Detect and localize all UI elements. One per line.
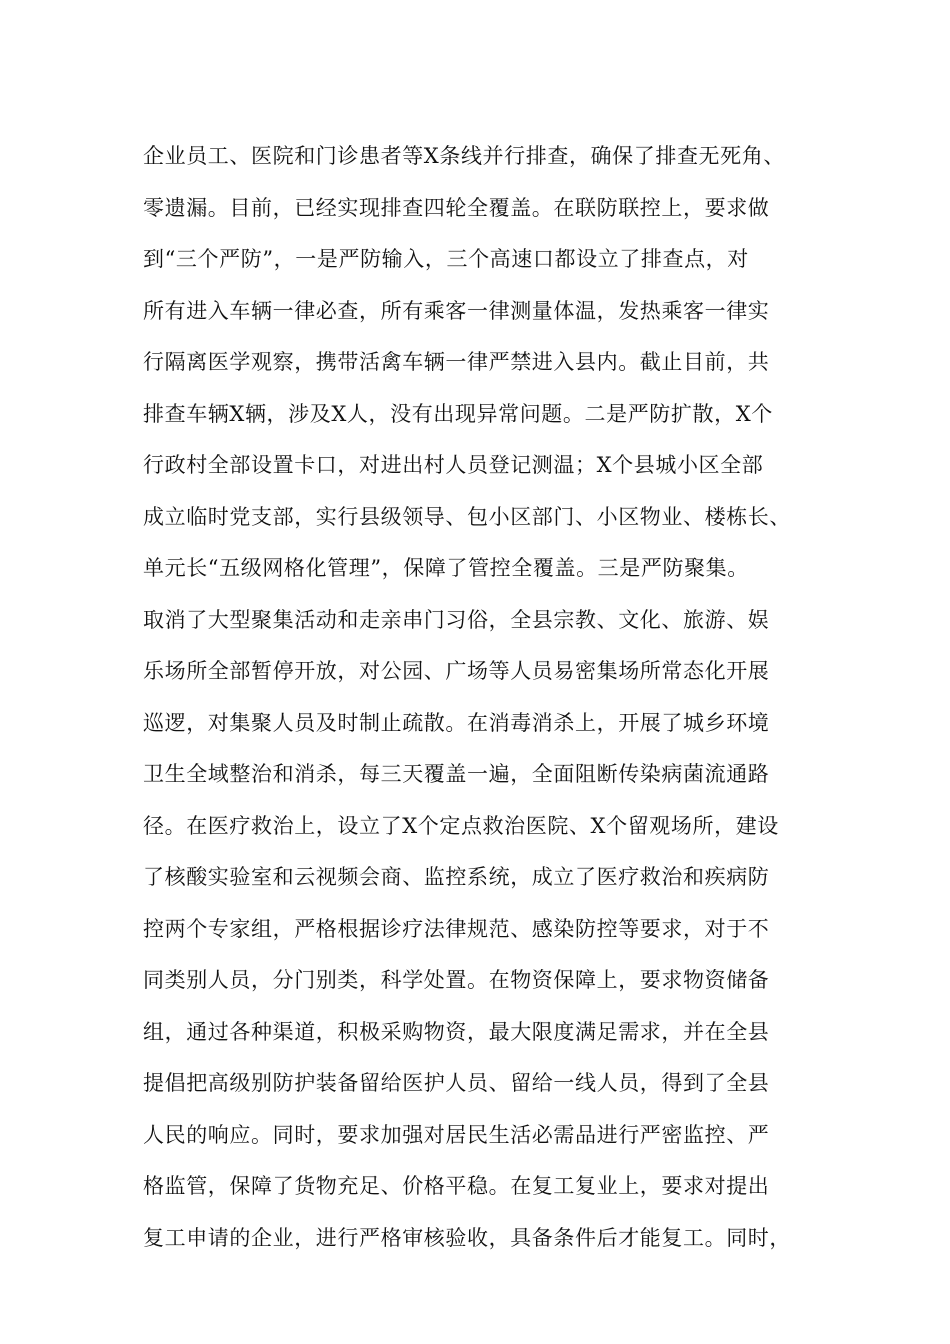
text-line-11: 乐场所全部暂停开放，对公园、广场等人员易密集场所常态化开展 — [143, 659, 770, 683]
body-text — [143, 131, 843, 1264]
text-line-22: 复工申请的企业，进行严格审核验收，具备条件后才能复工。同时， — [143, 1225, 791, 1250]
text-line-4: 所有进入车辆一律必查，所有乘客一律测量体温，发热乘客一律实 — [143, 298, 770, 323]
text-line-16: 控两个专家组，严格根据诊疗法律规范、感染防控等要求，对于不 — [143, 916, 770, 941]
text-line-14: 径。在医疗救治上，设立了X个定点救治医院、X个留观场所，建设 — [143, 813, 779, 838]
text-line-20: 人民的响应。同时，要求加强对居民生活必需品进行严密监控、严 — [143, 1122, 770, 1147]
text-line-19: 提倡把高级别防护装备留给医护人员、留给一线人员，得到了全县 — [143, 1071, 770, 1095]
text-line-2: 零遗漏。目前，已经实现排查四轮全覆盖。在联防联控上，要求做 — [143, 195, 770, 220]
text-line-13: 卫生全域整治和消杀，每三天覆盖一遍，全面阻断传染病菌流通路 — [143, 762, 770, 786]
text-line-17: 同类别人员，分门别类，科学处置。在物资保障上，要求物资储备 — [143, 968, 770, 992]
text-line-6: 排查车辆X辆，涉及X人，没有出现异常问题。二是严防扩散，X个 — [143, 401, 773, 426]
text-line-10: 取消了大型聚集活动和走亲串门习俗，全县宗教、文化、旅游、娱 — [143, 607, 770, 632]
text-line-21: 格监管，保障了货物充足、价格平稳。在复工复业上，要求对提出 — [143, 1174, 770, 1198]
text-line-5: 行隔离医学观察，携带活禽车辆一律严禁进入县内。截止目前，共 — [143, 350, 770, 374]
text-line-9: 单元长“五级网格化管理”，保障了管控全覆盖。三是严防聚集。 — [143, 556, 749, 580]
text-line-12: 巡逻，对集聚人员及时制止疏散。在消毒消杀上，开展了城乡环境 — [143, 710, 770, 735]
text-line-8: 成立临时党支部，实行县级领导、包小区部门、小区物业、楼栋长、 — [143, 504, 791, 529]
text-line-7: 行政村全部设置卡口，对进出村人员登记测温；X个县城小区全部 — [143, 453, 764, 477]
text-line-18: 组，通过各种渠道，积极采购物资，最大限度满足需求，并在全县 — [143, 1019, 770, 1044]
text-line-15: 了核酸实验室和云视频会商、监控系统，成立了医疗救治和疾病防 — [143, 865, 770, 889]
text-line-1: 企业员工、医院和门诊患者等X条线并行排查，确保了排查无死角、 — [143, 144, 785, 168]
text-line-3: 到“三个严防”，一是严防输入，三个高速口都设立了排查点，对 — [143, 247, 749, 271]
